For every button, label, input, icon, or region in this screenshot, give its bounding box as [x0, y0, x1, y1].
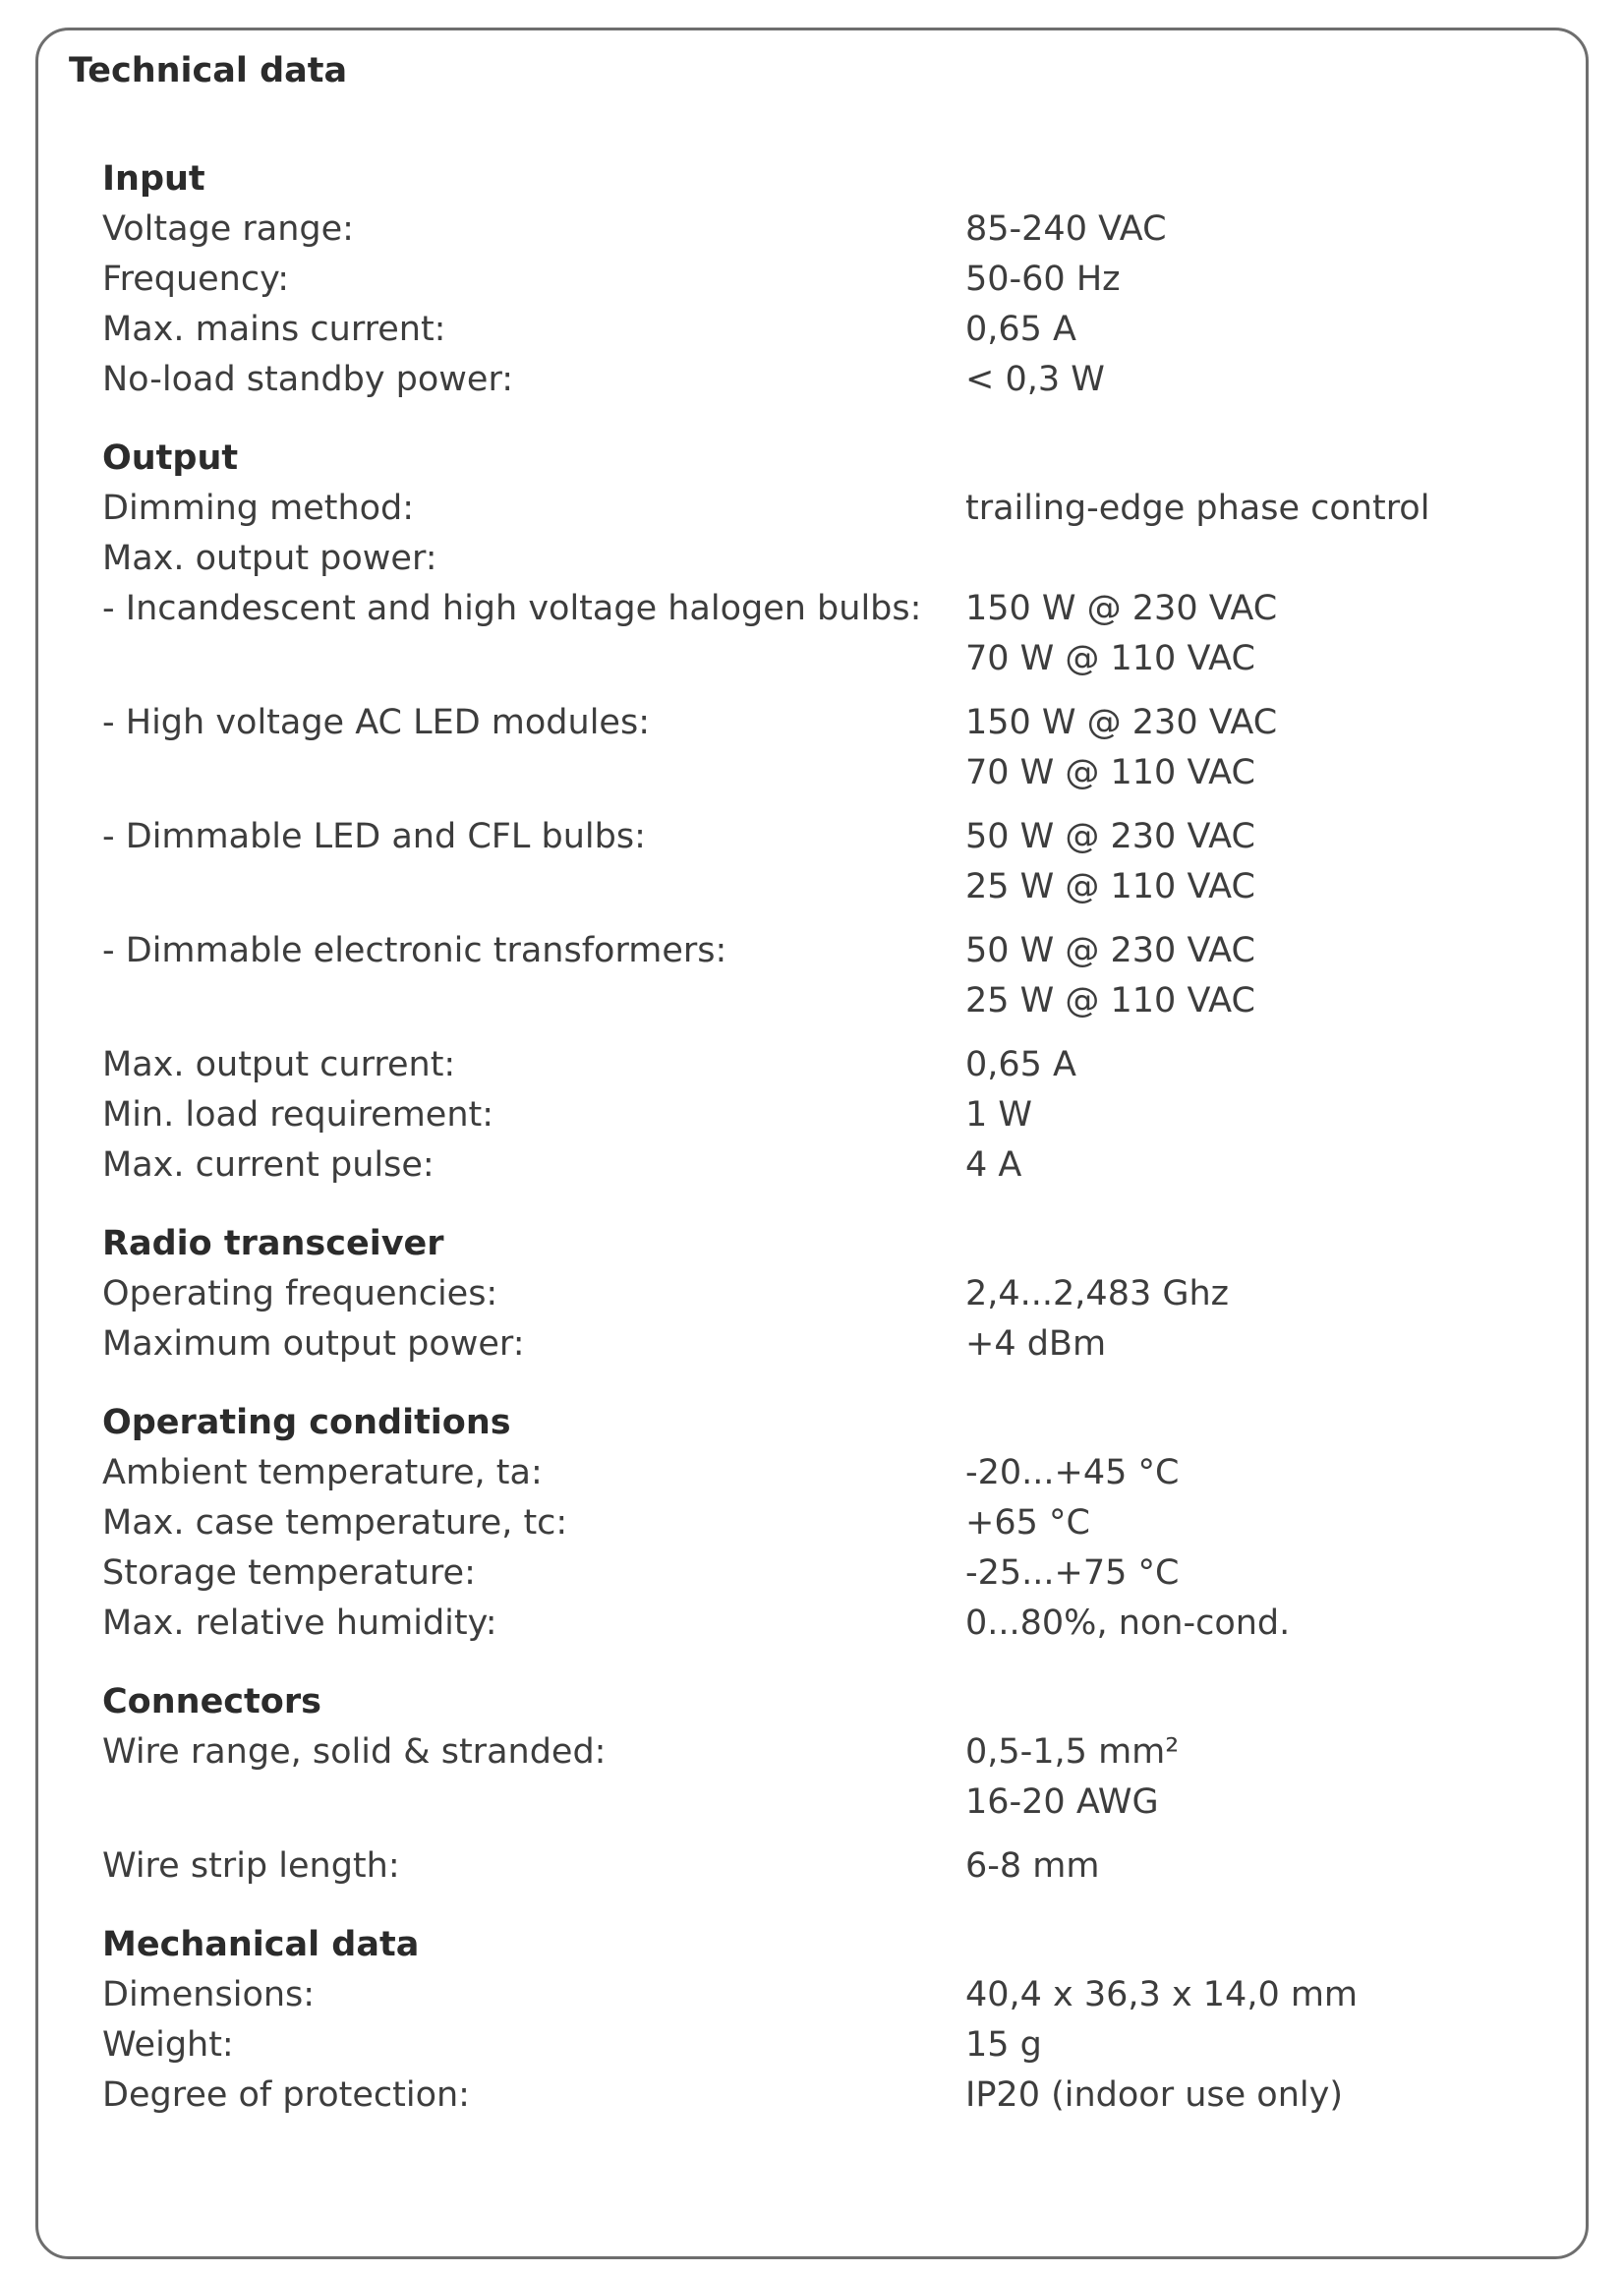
spec-label: Maximum output power:	[102, 1324, 525, 1364]
spec-section	[102, 433, 1479, 1191]
spec-section	[102, 1218, 1479, 1370]
spec-value: 85-240 VAC	[965, 209, 1167, 249]
spec-label: Operating frequencies:	[102, 1274, 498, 1313]
spec-row	[102, 584, 1479, 684]
spec-label: Voltage range:	[102, 209, 354, 249]
spec-values	[965, 2020, 1479, 2070]
spec-values	[965, 926, 1479, 1026]
spec-row	[102, 534, 1479, 584]
spec-row	[102, 1319, 1479, 1370]
spec-row	[102, 255, 1479, 305]
spec-value: trailing-edge phase control	[965, 489, 1430, 528]
spec-values	[965, 484, 1479, 534]
spec-row	[102, 926, 1479, 1026]
spec-section	[102, 153, 1479, 405]
spec-value: +4 dBm	[965, 1324, 1107, 1364]
section-title: Output	[102, 438, 239, 478]
spec-label: Max. output current:	[102, 1045, 456, 1084]
spec-label: Max. mains current:	[102, 310, 446, 349]
spec-section	[102, 1676, 1479, 1892]
spec-values	[965, 2070, 1479, 2121]
spec-values	[965, 1841, 1479, 1892]
section-title: Radio transceiver	[102, 1224, 444, 1263]
spec-values	[965, 1498, 1479, 1548]
spec-label: Max. output power:	[102, 539, 437, 578]
spec-values	[965, 255, 1479, 305]
spec-label: Storage temperature:	[102, 1553, 476, 1593]
spec-values	[965, 355, 1479, 405]
spec-value: 25 W @ 110 VAC	[965, 867, 1255, 906]
spec-value: < 0,3 W	[965, 360, 1105, 399]
spec-values	[965, 204, 1479, 255]
spec-row	[102, 2070, 1479, 2121]
spec-value: 150 W @ 230 VAC	[965, 703, 1278, 742]
spec-row	[102, 1599, 1479, 1649]
spec-value: 50 W @ 230 VAC	[965, 817, 1255, 856]
spec-values	[965, 1269, 1479, 1319]
spec-row	[102, 812, 1479, 912]
spec-value: 2,4...2,483 Ghz	[965, 1274, 1230, 1313]
spec-values	[965, 305, 1479, 355]
spec-values	[965, 1970, 1479, 2020]
section-title: Input	[102, 159, 205, 199]
spec-value: 0,65 A	[965, 1045, 1076, 1084]
spec-section	[102, 1919, 1479, 2121]
spec-label: Wire range, solid & stranded:	[102, 1732, 607, 1772]
spec-sections	[102, 153, 1479, 2148]
spec-row	[102, 2020, 1479, 2070]
spec-value: 150 W @ 230 VAC	[965, 589, 1278, 628]
spec-value: +65 °C	[965, 1503, 1090, 1543]
spec-values	[965, 1090, 1479, 1140]
spec-row	[102, 1841, 1479, 1892]
page-title: Technical data	[69, 51, 348, 90]
spec-values	[965, 1319, 1479, 1370]
section-title: Connectors	[102, 1682, 321, 1721]
spec-label: Weight:	[102, 2025, 234, 2065]
spec-label: Min. load requirement:	[102, 1095, 494, 1135]
spec-label: - High voltage AC LED modules:	[102, 703, 650, 742]
spec-label: No-load standby power:	[102, 360, 514, 399]
spec-values	[965, 1727, 1479, 1828]
spec-row	[102, 355, 1479, 405]
spec-value: 15 g	[965, 2025, 1042, 2065]
spec-value: 16-20 AWG	[965, 1782, 1159, 1822]
spec-value: 0...80%, non-cond.	[965, 1603, 1291, 1643]
spec-label: - Dimmable LED and CFL bulbs:	[102, 817, 646, 856]
spec-value: 70 W @ 110 VAC	[965, 753, 1255, 792]
spec-row	[102, 698, 1479, 798]
spec-label: Dimensions:	[102, 1975, 316, 2014]
spec-values	[965, 812, 1479, 912]
spec-value: -20...+45 °C	[965, 1453, 1180, 1492]
spec-value: 1 W	[965, 1095, 1033, 1135]
spec-value: 0,5-1,5 mm²	[965, 1732, 1180, 1772]
spec-values	[965, 1599, 1479, 1649]
spec-label: - Dimmable electronic transformers:	[102, 931, 727, 970]
spec-value: -25...+75 °C	[965, 1553, 1180, 1593]
spec-values	[965, 584, 1479, 684]
spec-row	[102, 1498, 1479, 1548]
spec-label: Ambient temperature, ta:	[102, 1453, 543, 1492]
spec-values	[965, 1548, 1479, 1599]
spec-row	[102, 1090, 1479, 1140]
spec-values	[965, 1140, 1479, 1191]
spec-value: IP20 (indoor use only)	[965, 2075, 1343, 2115]
spec-row	[102, 1727, 1479, 1828]
spec-value: 0,65 A	[965, 310, 1076, 349]
spec-label: Frequency:	[102, 260, 290, 299]
spec-row	[102, 484, 1479, 534]
spec-value: 25 W @ 110 VAC	[965, 981, 1255, 1020]
spec-values	[965, 534, 1479, 584]
spec-label: Wire strip length:	[102, 1846, 400, 1886]
spec-value: 70 W @ 110 VAC	[965, 639, 1255, 678]
spec-row	[102, 1040, 1479, 1090]
spec-label: Max. current pulse:	[102, 1145, 435, 1185]
spec-row	[102, 204, 1479, 255]
spec-row	[102, 1548, 1479, 1599]
spec-section	[102, 1397, 1479, 1649]
spec-label: Dimming method:	[102, 489, 415, 528]
spec-label: - Incandescent and high voltage halogen bulbs:	[102, 589, 922, 628]
section-title: Mechanical data	[102, 1925, 420, 1964]
section-title: Operating conditions	[102, 1403, 511, 1442]
spec-value: 4 A	[965, 1145, 1022, 1185]
spec-row	[102, 1140, 1479, 1191]
spec-values	[965, 1448, 1479, 1498]
spec-label: Max. relative humidity:	[102, 1603, 497, 1643]
spec-label: Max. case temperature, tc:	[102, 1503, 568, 1543]
spec-values	[965, 698, 1479, 798]
spec-row	[102, 1269, 1479, 1319]
spec-row	[102, 305, 1479, 355]
spec-label: Degree of protection:	[102, 2075, 470, 2115]
spec-row	[102, 1448, 1479, 1498]
spec-value: 40,4 x 36,3 x 14,0 mm	[965, 1975, 1359, 2014]
spec-value: 6-8 mm	[965, 1846, 1100, 1886]
spec-values	[965, 1040, 1479, 1090]
spec-value: 50 W @ 230 VAC	[965, 931, 1255, 970]
spec-row	[102, 1970, 1479, 2020]
spec-value: 50-60 Hz	[965, 260, 1121, 299]
